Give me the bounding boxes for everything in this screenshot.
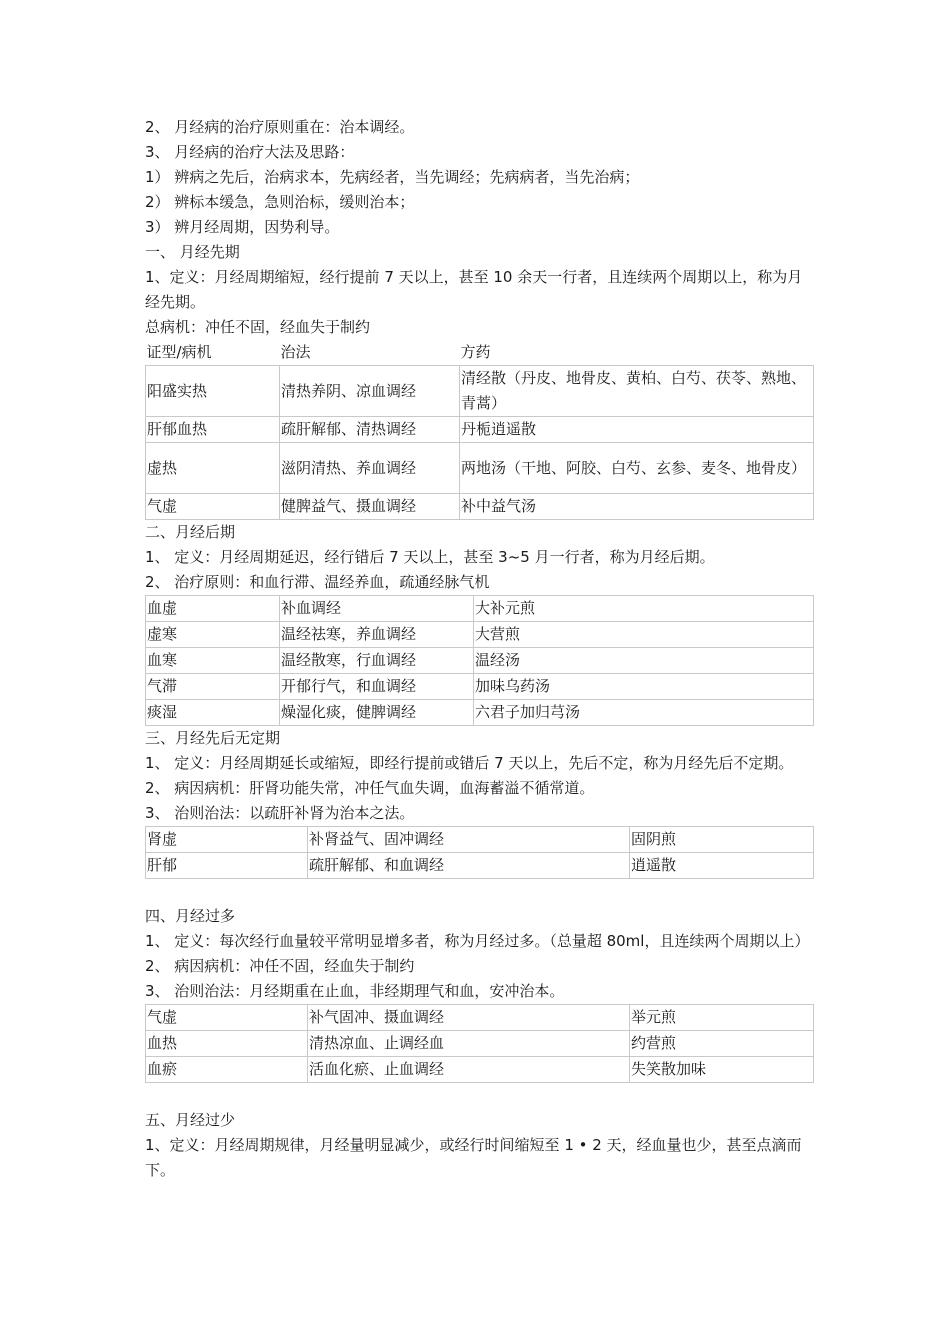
table-cell: 清热养阴、凉血调经	[280, 366, 460, 417]
table-header-cell: 治法	[280, 343, 311, 361]
table-cell: 丹栀逍遥散	[460, 417, 814, 443]
rule: 3、 治则治法：以疏肝补肾为治本之法。	[145, 804, 415, 822]
table-cell: 阳盛实热	[146, 366, 280, 417]
cause: 2、 病因病机：肝肾功能失常，冲任气血失调，血海蓄溢不循常道。	[145, 779, 595, 797]
table-irregular-period	[145, 826, 814, 879]
definition: 1、定义：月经周期缩短，经行提前 7 天以上，甚至 10 余天一行者，且连续两个周期以上，称为月经先期。	[145, 268, 803, 311]
table-cell: 补血调经	[280, 596, 474, 622]
table-row	[146, 1005, 814, 1031]
table-cell: 痰湿	[146, 700, 280, 726]
section-heading: 三、月经先后无定期	[145, 729, 281, 747]
table-header-row	[146, 340, 814, 366]
table-cell: 补气固冲、摄血调经	[308, 1005, 630, 1031]
table-cell: 开郁行气，和血调经	[280, 674, 474, 700]
table-cell: 血寒	[146, 648, 280, 674]
table-cell: 加味乌药汤	[474, 674, 814, 700]
table-cell: 举元煎	[630, 1005, 814, 1031]
table-cell: 补中益气汤	[460, 494, 814, 520]
spacer	[145, 879, 813, 904]
table-cell: 气虚	[146, 1005, 308, 1031]
definition: 1、定义：月经周期规律，月经量明显减少，或经行时间缩短至 1 • 2 天，经血量也少，甚至点滴而下。	[145, 1136, 802, 1179]
table-cell: 血瘀	[146, 1057, 308, 1083]
principle: 2、 治疗原则：和血行滞、温经养血，疏通经脉气机	[145, 573, 490, 591]
table-row	[146, 1057, 814, 1083]
section-heading: 二、月经后期	[145, 523, 236, 541]
table-header-cell: 证型/病机	[146, 343, 212, 361]
table-cell: 肝郁血热	[146, 417, 280, 443]
table-cell: 温经散寒，行血调经	[280, 648, 474, 674]
table-row	[146, 622, 814, 648]
table-cell: 固阴煎	[630, 827, 814, 853]
table-cell: 虚寒	[146, 622, 280, 648]
table-cell: 失笑散加味	[630, 1057, 814, 1083]
table-cell: 虚热	[146, 443, 280, 494]
definition: 1、 定义：月经周期延长或缩短，即经行提前或错后 7 天以上，先后不定，称为月经先后不定期。	[145, 754, 794, 772]
intro-line: 1） 辨病之先后，治病求本，先病经者，当先调经；先病病者，当先治病；	[145, 168, 640, 186]
definition: 1、 定义：每次经行血量较平常明显增多者，称为月经过多。（总量超 80ml，且连续两个周期以上）	[145, 932, 810, 950]
table-late-period	[145, 595, 814, 726]
table-heavy-period	[145, 1004, 814, 1083]
table-row	[146, 827, 814, 853]
table-cell: 滋阴清热、养血调经	[280, 443, 460, 494]
table-cell: 大营煎	[474, 622, 814, 648]
table-early-period	[145, 340, 814, 520]
table-cell: 血热	[146, 1031, 308, 1057]
table-cell: 补肾益气、固冲调经	[308, 827, 630, 853]
table-row	[146, 853, 814, 879]
table-cell: 健脾益气、摄血调经	[280, 494, 460, 520]
table-cell: 气滞	[146, 674, 280, 700]
table-cell: 大补元煎	[474, 596, 814, 622]
table-cell: 肝郁	[146, 853, 308, 879]
table-row	[146, 443, 814, 494]
table-cell: 逍遥散	[630, 853, 814, 879]
table-cell: 活血化瘀、止血调经	[308, 1057, 630, 1083]
table-cell: 肾虚	[146, 827, 308, 853]
table-cell: 气虚	[146, 494, 280, 520]
table-cell: 血虚	[146, 596, 280, 622]
table-row	[146, 1031, 814, 1057]
table-row	[146, 366, 814, 417]
table-cell: 温经祛寒，养血调经	[280, 622, 474, 648]
spacer	[145, 1083, 813, 1108]
definition: 1、 定义：月经周期延迟，经行错后 7 天以上，甚至 3~5 月一行者，称为月经后期。	[145, 548, 715, 566]
table-cell: 疏肝解郁、和血调经	[308, 853, 630, 879]
document	[145, 115, 813, 1183]
table-row	[146, 700, 814, 726]
table-cell: 燥湿化痰，健脾调经	[280, 700, 474, 726]
table-row	[146, 648, 814, 674]
intro-line: 2） 辨标本缓急，急则治标，缓则治本；	[145, 193, 415, 211]
table-row	[146, 596, 814, 622]
table-cell: 疏肝解郁、清热调经	[280, 417, 460, 443]
intro-line: 3） 辨月经周期，因势利导。	[145, 218, 340, 236]
rule: 3、 治则治法：月经期重在止血，非经期理气和血，安冲治本。	[145, 982, 565, 1000]
table-cell: 温经汤	[474, 648, 814, 674]
intro-line: 2、 月经病的治疗原则重在：治本调经。	[145, 118, 415, 136]
table-row	[146, 417, 814, 443]
table-header-cell: 方药	[460, 343, 491, 361]
table-cell: 约营煎	[630, 1031, 814, 1057]
cause: 2、 病因病机：冲任不固，经血失于制约	[145, 957, 415, 975]
table-row	[146, 674, 814, 700]
table-cell: 两地汤（干地、阿胶、白芍、玄参、麦冬、地骨皮）	[460, 443, 814, 494]
section-heading: 四、月经过多	[145, 907, 236, 925]
table-cell: 清经散（丹皮、地骨皮、黄柏、白芍、茯苓、熟地、青蒿）	[460, 366, 814, 417]
intro-line: 3、 月经病的治疗大法及思路：	[145, 143, 355, 161]
section-heading: 一、 月经先期	[145, 243, 240, 261]
section-heading: 五、月经过少	[145, 1111, 236, 1129]
table-cell: 清热凉血、止调经血	[308, 1031, 630, 1057]
table-cell: 六君子加归芎汤	[474, 700, 814, 726]
pathogenesis: 总病机：冲任不固，经血失于制约	[145, 318, 371, 336]
table-row	[146, 494, 814, 520]
